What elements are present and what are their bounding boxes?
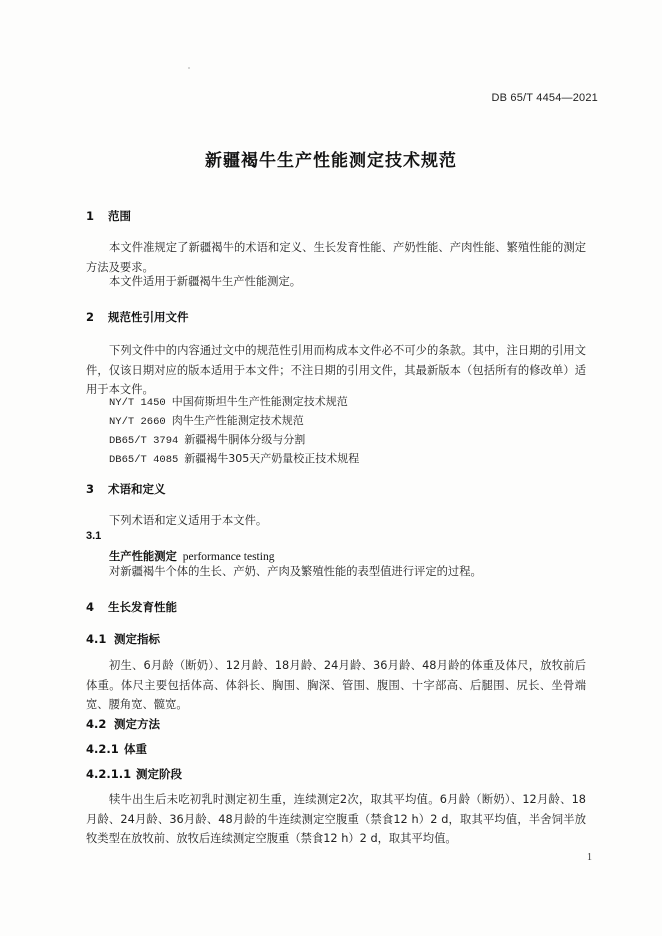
section-title: 生长发育性能: [108, 600, 177, 614]
section-number: 4: [86, 600, 95, 614]
section-title: 测定方法: [114, 717, 160, 731]
section-number: 1: [86, 209, 95, 223]
section-2-heading: [86, 309, 189, 325]
reference-item: [109, 393, 348, 409]
reference-code: DB65/T 4085: [109, 454, 179, 466]
section-number: 2: [86, 310, 95, 324]
section-4-1-heading: [86, 631, 160, 647]
reference-name: 新疆褐牛305天产奶量校正技术规程: [184, 452, 360, 465]
reference-item: [109, 412, 304, 428]
reference-code: DB65/T 3794: [109, 435, 179, 447]
section-4-2-heading: [86, 716, 160, 732]
section-title: 体重: [124, 742, 147, 756]
section-4-2-1-1-heading: [86, 766, 182, 782]
reference-item: [109, 450, 359, 466]
section-1-paragraph-1: 本文件准规定了新疆褐牛的术语和定义、生长发育性能、产奶性能、产肉性能、繁殖性能的测定方法及要求。: [86, 241, 586, 274]
section-3-paragraph-1: 下列术语和定义适用于本文件。: [109, 514, 268, 527]
section-3-heading: [86, 481, 166, 497]
section-4-2-1-1-paragraph-1: 犊牛出生后未吃初乳时测定初生重，连续测定2次，取其平均值。6月龄（断奶）、12月龄、18月龄、24月龄、36月龄、48月龄的牛连续测定空腹重（禁食12 h）2 d，取其平均值，半舍饲半放牧类型在放牧前、放牧后连续测定空腹重（禁食12 h）2 d，取其平均值。: [86, 793, 586, 845]
term-number: 3.1: [86, 530, 102, 542]
section-title: 测定指标: [114, 632, 160, 646]
section-1-heading: [86, 208, 131, 224]
term-name-en: performance testing: [182, 551, 275, 563]
section-title: 术语和定义: [108, 482, 166, 496]
scan-speck: [188, 67, 190, 69]
page-number: 1: [587, 852, 592, 863]
section-title: 规范性引用文件: [108, 310, 189, 324]
section-4-1-paragraph-1: 初生、6月龄（断奶）、12月龄、18月龄、24月龄、36月龄、48月龄的体重及体尺，放牧前后体重。体尺主要包括体高、体斜长、胸围、胸深、管围、腹围、十字部高、后腿围、尻长、坐骨端宽、腰角宽、髋宽。: [86, 659, 586, 711]
term-name-zh: 生产性能测定: [109, 550, 177, 563]
section-4-2-1-heading: [86, 741, 147, 757]
section-title: 范围: [108, 209, 131, 223]
reference-name: 中国荷斯坦牛生产性能测定技术规范: [171, 395, 348, 408]
section-number: 4.2.1.1: [86, 767, 132, 781]
standard-code: DB 65/T 4454—2021: [491, 92, 598, 104]
section-2-paragraph-1: 下列文件中的内容通过文中的规范性引用而构成本文件必不可少的条款。其中，注日期的引用文件，仅该日期对应的版本适用于本文件；不注日期的引用文件，其最新版本（包括所有的修改单）适用于本文件。: [86, 344, 586, 396]
section-title: 测定阶段: [136, 767, 182, 781]
reference-code: NY/T 1450: [109, 397, 166, 409]
section-number: 4.2.1: [86, 742, 119, 756]
reference-code: NY/T 2660: [109, 416, 166, 428]
reference-name: 新疆褐牛胴体分级与分割: [184, 433, 306, 446]
section-number: 4.2: [86, 717, 107, 731]
section-number: 3: [86, 482, 95, 496]
reference-item: [109, 431, 305, 447]
section-number: 4.1: [86, 632, 107, 646]
reference-name: 肉牛生产性能测定技术规范: [171, 414, 304, 427]
section-1-paragraph-2: 本文件适用于新疆褐牛生产性能测定。: [109, 275, 302, 288]
section-4-heading: [86, 599, 177, 615]
document-title: 新疆褐牛生产性能测定技术规范: [205, 151, 457, 171]
term-definition: 对新疆褐牛个体的生长、产奶、产肉及繁殖性能的表型值进行评定的过程。: [109, 565, 482, 578]
